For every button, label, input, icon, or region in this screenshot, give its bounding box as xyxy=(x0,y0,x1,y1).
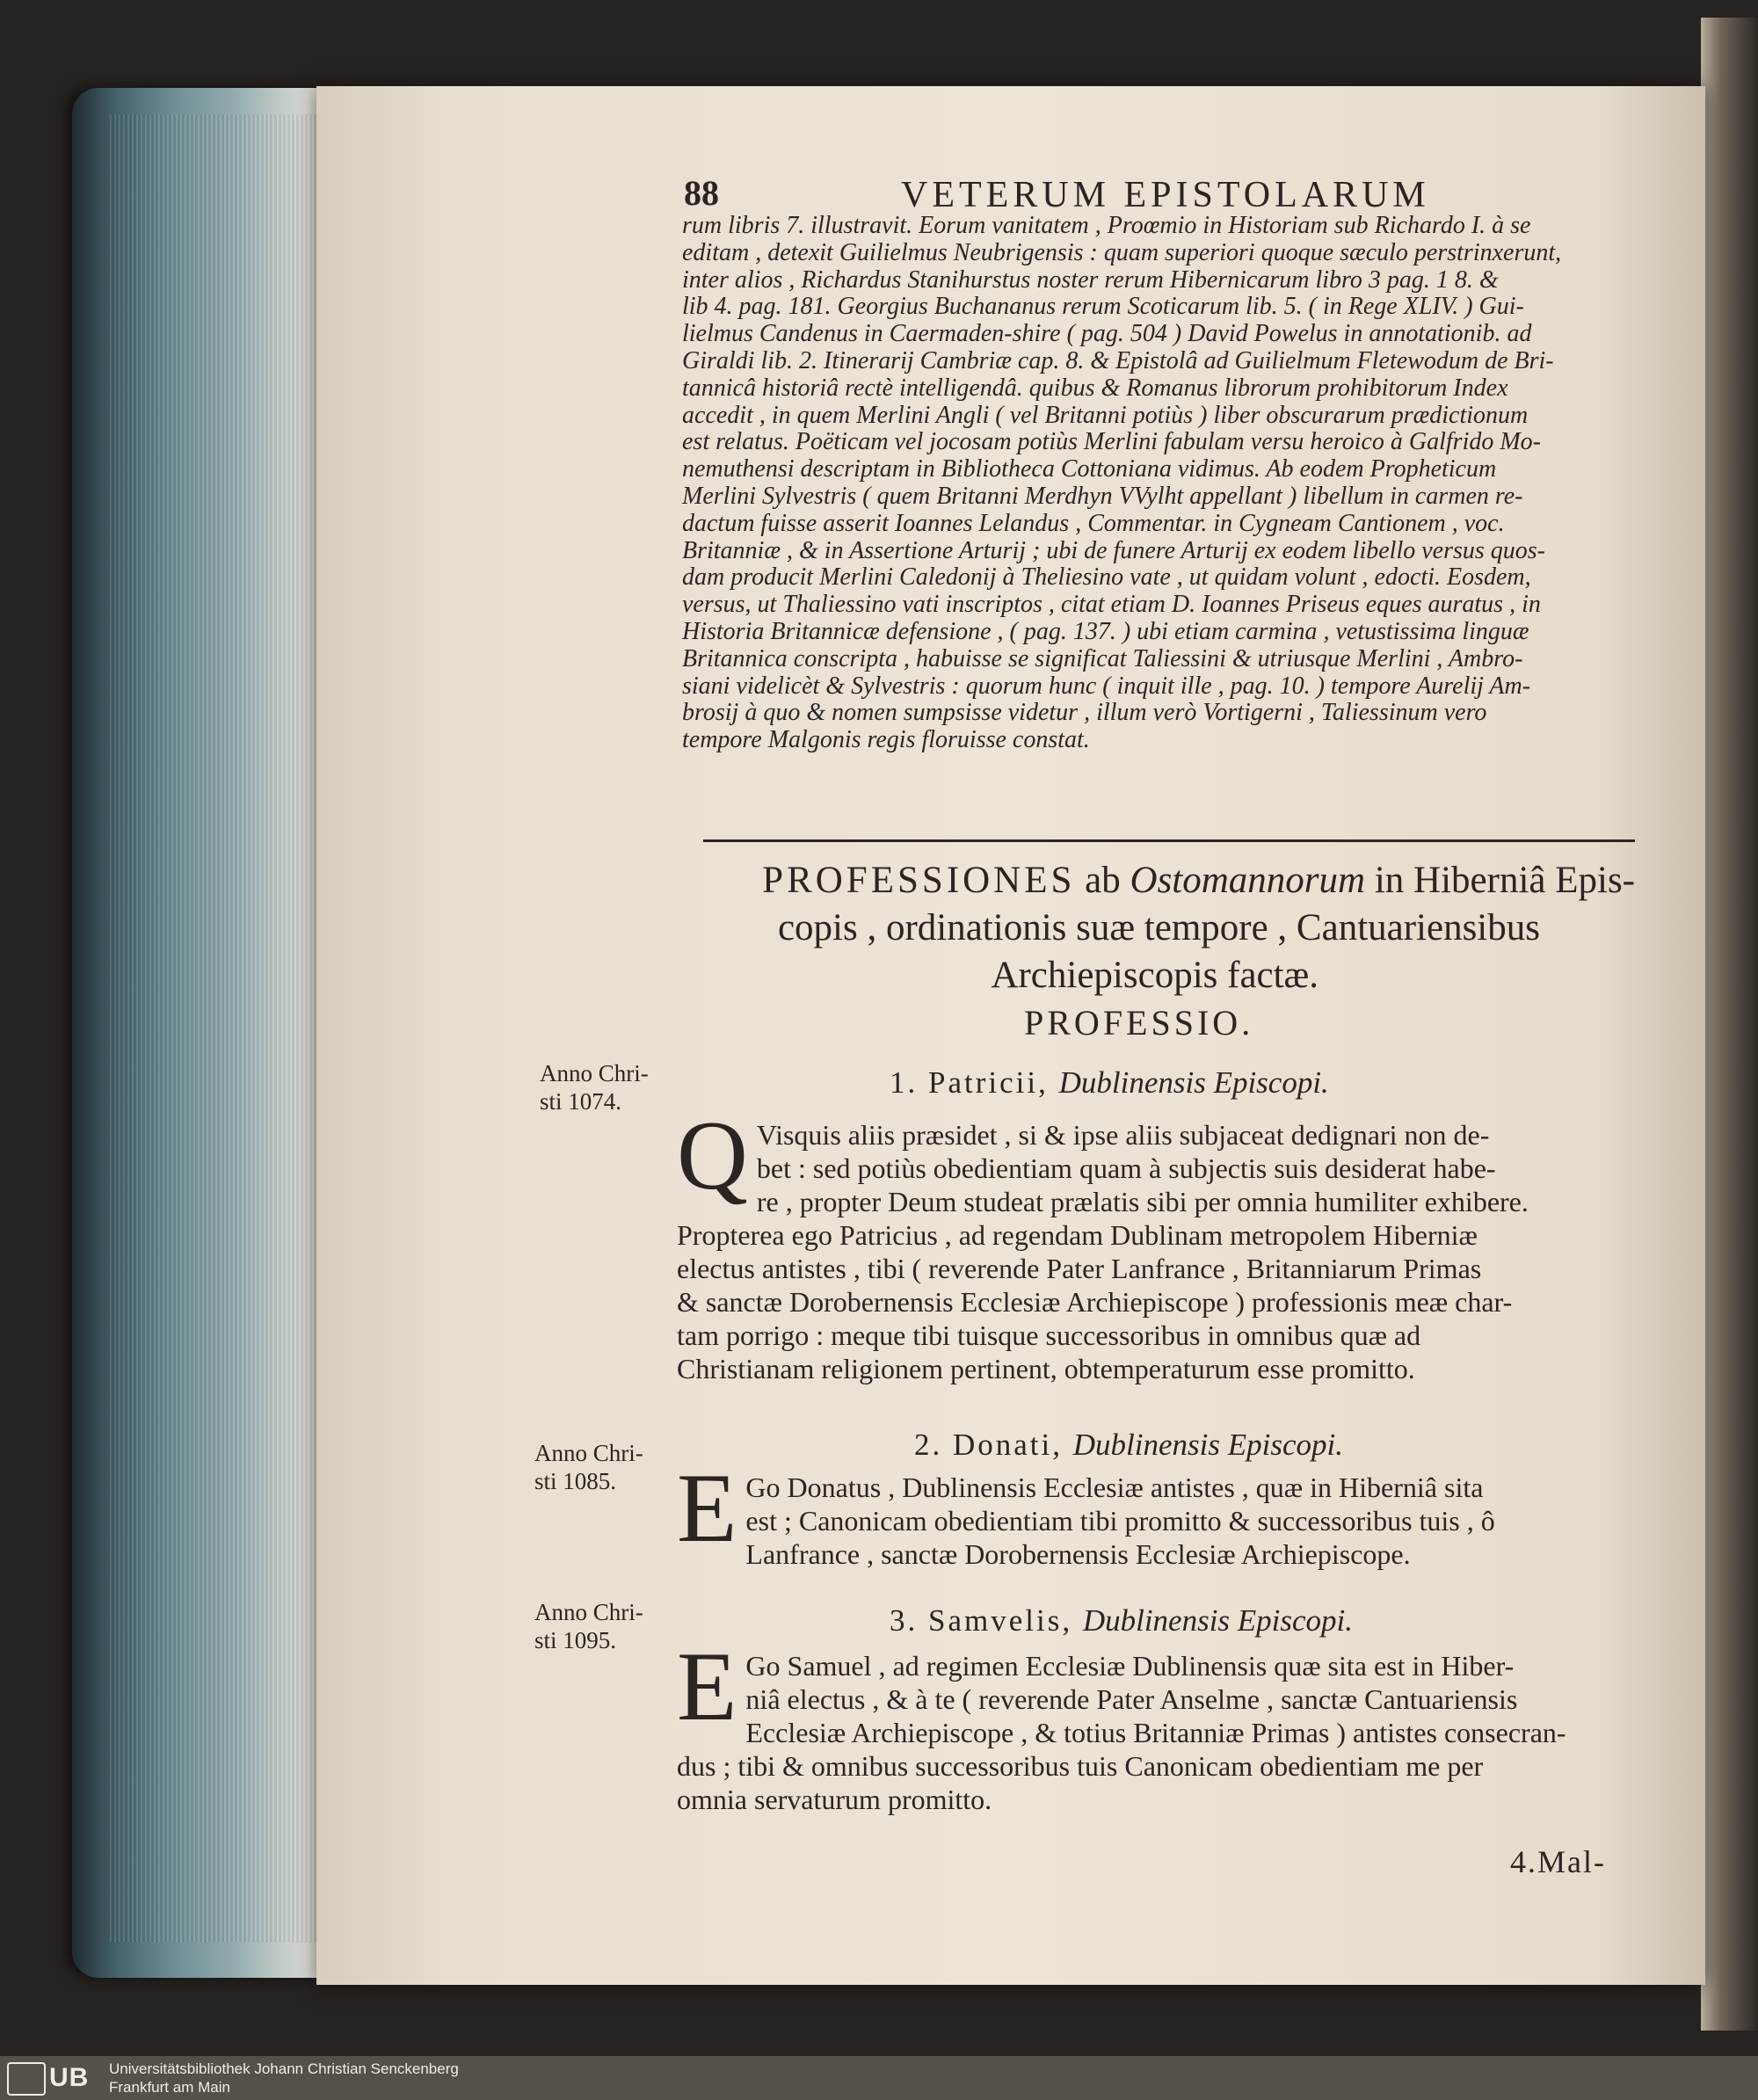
library-logo-text: UB xyxy=(49,2063,90,2092)
entry-see: Dublinensis Episcopi. xyxy=(1082,1603,1354,1638)
library-footer xyxy=(0,2056,1758,2100)
page-edge-texture xyxy=(110,114,321,1943)
library-emblem-icon xyxy=(7,2062,46,2096)
note-line: lib 4. pag. 181. Georgius Buchananus rerum Scoticarum lib. 5. ( in Rege XLIV. ) Gui- xyxy=(682,293,1524,321)
text-line: Go Donatus , Dublinensis Ecclesiæ antistes , quæ in Hiberniâ sita xyxy=(745,1471,1484,1503)
text-line: omnia servaturum promitto. xyxy=(677,1784,992,1815)
entry-name: Samvelis, xyxy=(928,1603,1073,1638)
note-line: dam producit Merlini Caledonij à Theliesino vate , ut quidam volunt , edocti. Eosdem, xyxy=(682,563,1531,592)
entry-name: Patricii, xyxy=(928,1065,1049,1100)
text-line: est ; Canonicam obedientiam tibi promitto & successoribus tuis , ô xyxy=(745,1505,1495,1537)
entry-heading-1 xyxy=(890,1065,1329,1101)
section-title-italic: Ostomannorum xyxy=(1130,860,1366,901)
text-line: bet : sed potiùs obedientiam quam à subjectis suis desiderat habe- xyxy=(756,1152,1496,1184)
margin-note-2 xyxy=(534,1439,675,1495)
margin-note-3 xyxy=(534,1598,675,1654)
section-title-line3: Archiepiscopis factæ. xyxy=(991,955,1318,996)
note-line: nemuthensi descriptam in Bibliotheca Cottoniana vidimus. Ab eodem Propheticum xyxy=(682,455,1497,483)
drop-cap: Q xyxy=(677,1101,748,1210)
entry-see: Dublinensis Episcopi. xyxy=(1058,1065,1329,1100)
entry-number: 3. xyxy=(890,1603,919,1638)
note-line: rum libris 7. illustravit. Eorum vanitatem , Proœmio in Historiam sub Richardo I. à se xyxy=(682,212,1531,239)
note-line: Giraldi lib. 2. Itinerarij Cambriæ cap. 8. & Epistolâ ad Guilielmum Fletewodum de Bri- xyxy=(682,346,1554,374)
entry-number: 2. xyxy=(914,1428,943,1462)
entry-lines xyxy=(677,1454,1635,1571)
note-line: est relatus. Poëticam vel jocosam potiùs Merlini fabulam versu heroico à Galfrido Mo- xyxy=(682,428,1542,456)
section-title-line2: copis , ordinationis suæ tempore , Cantuariensibus xyxy=(777,907,1540,948)
library-credit xyxy=(109,2060,459,2096)
margin-note-line: sti 1085. xyxy=(534,1468,617,1494)
section-rule xyxy=(703,839,1635,842)
note-line: lielmus Candenus in Caermaden-shire ( pag. 504 ) David Powelus in annotationib. ad xyxy=(682,320,1532,348)
entry-lines xyxy=(677,1632,1635,1816)
note-line: tempore Malgonis regis floruisse constat. xyxy=(682,726,1090,754)
library-name: Universitätsbibliothek Johann Christian Senckenberg xyxy=(109,2060,459,2077)
section-title-part2: in Hiberniâ Epis- xyxy=(1365,860,1635,901)
note-line: Britanniæ , & in Assertione Arturij ; ubi de funere Arturij ex eodem libello versus quos- xyxy=(682,536,1545,564)
note-line: siani videlicèt & Sylvestris : quorum hunc ( inquit ille , pag. 10. ) tempore Aurelij Am- xyxy=(682,672,1531,700)
note-line: Britannica conscripta , habuisse se significat Taliessini & utriusque Merlini , Ambro- xyxy=(682,644,1523,672)
entry-text-2 xyxy=(677,1454,1635,1571)
entry-see: Dublinensis Episcopi. xyxy=(1072,1428,1343,1462)
text-line: tam porrigo : meque tibi tuisque successoribus in omnibus quæ ad xyxy=(677,1319,1421,1351)
entry-text-1 xyxy=(677,1101,1635,1385)
note-line: editam , detexit Guilielmus Neubrigensis : quam superiori quoque sæculo perstrinxerunt, xyxy=(682,238,1562,266)
library-city: Frankfurt am Main xyxy=(109,2079,230,2096)
margin-note-line: Anno Chri- xyxy=(534,1599,643,1625)
drop-cap: E xyxy=(677,1632,737,1741)
text-line: electus antistes , tibi ( reverende Pater Lanfrance , Britanniarum Primas xyxy=(677,1253,1482,1284)
entry-lines xyxy=(677,1101,1635,1385)
facing-page-edge xyxy=(1701,18,1758,2031)
margin-note-1 xyxy=(540,1059,680,1115)
note-line: brosij à quo & nomen sumpsisse videtur , illum verò Vortigerni , Taliessinum vero xyxy=(682,699,1487,727)
note-line: Merlini Sylvestris ( quem Britanni Merdhyn VVylht appellant ) libellum in carmen re- xyxy=(682,482,1523,510)
margin-note-line: sti 1074. xyxy=(540,1088,622,1115)
text-line: & sanctæ Dorobernensis Ecclesiæ Archiepiscope ) professionis meæ char- xyxy=(677,1286,1513,1318)
entry-heading-2 xyxy=(914,1428,1343,1463)
note-line: versus, ut Thaliessino vati inscriptos , citat etiam D. Ioannes Priseus eques auratus , in xyxy=(682,591,1541,619)
text-line: Propterea ego Patricius , ad regendam Dublinam metropolem Hiberniæ xyxy=(677,1219,1478,1251)
section-title-part1: ab xyxy=(1075,860,1130,901)
text-line: Visquis aliis præsidet , si & ipse aliis subjaceat dedignari non de- xyxy=(756,1119,1490,1151)
text-line: Ecclesiæ Archiepiscope , & totius Britanniæ Primas ) antistes consecran- xyxy=(745,1717,1566,1748)
note-line: inter alios , Richardus Stanihurstus noster rerum Hibernicarum libro 3 pag. 1 8. & xyxy=(682,265,1499,294)
entry-name: Donati, xyxy=(953,1428,1064,1462)
text-line: Lanfrance , sanctæ Dorobernensis Ecclesiæ Archiepiscope. xyxy=(745,1538,1411,1570)
text-line: re , propter Deum studeat prælatis sibi per omnia humiliter exhibere. xyxy=(756,1186,1529,1217)
running-head: VETERUM EPISTOLARUM xyxy=(901,175,1430,215)
text-line: niâ electus , & à te ( reverende Pater Anselme , sanctæ Cantuariensis xyxy=(745,1683,1518,1715)
entry-text-3 xyxy=(677,1632,1635,1816)
page-number: 88 xyxy=(684,173,719,213)
catchword: 4.Mal- xyxy=(1510,1844,1606,1879)
professio-heading: PROFESSIO. xyxy=(1024,1003,1254,1043)
section-title-line1 xyxy=(668,857,1635,905)
note-line: dactum fuisse asserit Ioannes Lelandus , Commentar. in Cygneam Cantionem , voc. xyxy=(682,509,1505,537)
text-line: dus ; tibi & omnibus successoribus tuis Canonicam obedientiam me per xyxy=(677,1750,1484,1782)
margin-note-line: Anno Chri- xyxy=(534,1440,643,1466)
note-line: Historia Britannicæ defensione , ( pag. 137. ) ubi etiam carmina , vetustissima linguæ xyxy=(682,617,1529,645)
section-title xyxy=(668,857,1635,999)
note-line: tannicâ historiâ rectè intelligendâ. quibus & Romanus librorum prohibitorum Index xyxy=(682,374,1508,402)
entry-number: 1. xyxy=(890,1065,919,1100)
note-line: accedit , in quem Merlini Angli ( vel Britanni potiùs ) liber obscurarum prædictionum xyxy=(682,401,1529,429)
entry-heading-3 xyxy=(890,1603,1353,1639)
text-line: Go Samuel , ad regimen Ecclesiæ Dublinensis quæ sita est in Hiber- xyxy=(745,1650,1515,1682)
drop-cap: E xyxy=(677,1454,737,1563)
annotation-notes xyxy=(682,213,1649,754)
margin-note-line: Anno Chri- xyxy=(540,1060,649,1086)
section-title-lead: PROFESSIONES xyxy=(762,860,1076,901)
margin-note-line: sti 1095. xyxy=(534,1627,617,1653)
text-line: Christianam religionem pertinent, obtemperaturum esse promitto. xyxy=(677,1353,1415,1384)
library-logo[interactable] xyxy=(7,2060,102,2096)
